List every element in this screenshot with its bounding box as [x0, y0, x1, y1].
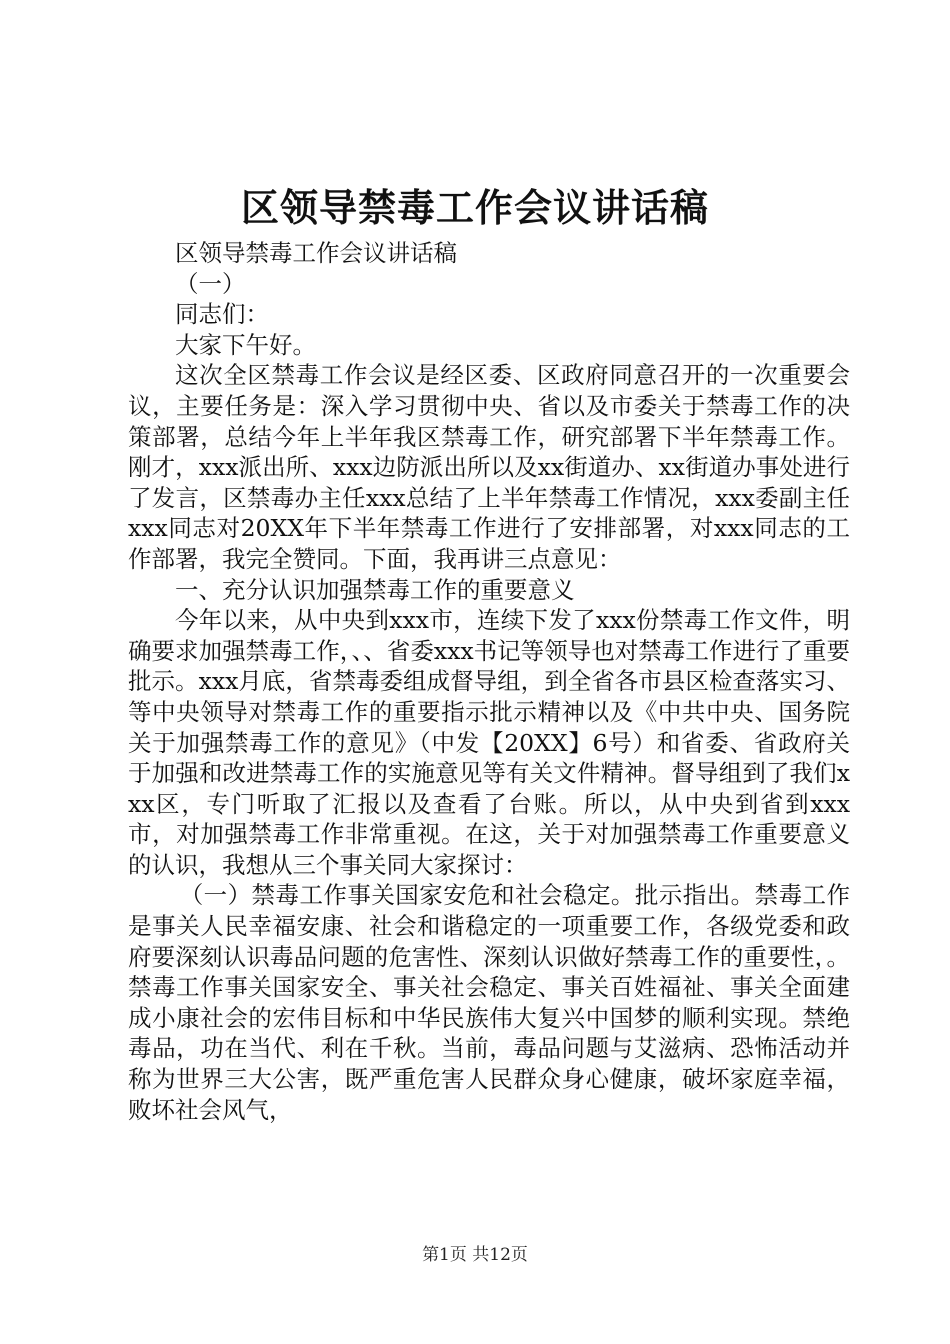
document-title: 区领导禁毒工作会议讲话稿: [240, 185, 709, 230]
body-paragraph: 这次全区禁毒工作会议是经区委、区政府同意召开的一次重要会议，主要任务是：深入学习贯彻中央、省以及市委关于禁毒工作的决策部署，总结今年上半年我区禁毒工作，研究部署下半年禁毒工作。刚才，xxx派出所、xxx边防派出所以及xx街道办、xx街道办事处进行了发言，区禁毒办主任xxx总结了上半年禁毒工作情况，xxx委副主任xxx同志对20XX年下半年禁毒工作进行了安排部署，对xxx同志的工作部署，我完全赞同。下面，我再讲三点意见：: [128, 361, 850, 573]
body-paragraph: （一）禁毒工作事关国家安危和社会稳定。批示指出。禁毒工作是事关人民幸福安康、社会和谐稳定的一项重要工作，各级党委和政府要深刻认识毒品问题的危害性、深刻认识做好禁毒工作的重要性，。禁毒工作事关国家安全、事关社会稳定、事关百姓福祉、事关全面建成小康社会的宏伟目标和中华民族伟大复兴中国梦的顺利实现。禁绝毒品，功在当代、利在千秋。当前，毒品问题与艾滋病、恐怖活动并称为世界三大公害，既严重危害人民群众身心健康，破坏家庭幸福，败坏社会风气，: [128, 881, 850, 1124]
salutation: 同志们：: [175, 300, 269, 329]
document-body: [128, 238, 850, 1125]
greeting: 大家下午好。: [175, 330, 316, 359]
subtitle-paragraph: 区领导禁毒工作会议讲话稿: [175, 239, 457, 267]
body-paragraph: 今年以来，从中央到xxx市，连续下发了xxx份禁毒工作文件，明确要求加强禁毒工作，、、省委xxx书记等领导也对禁毒工作进行了重要批示。xxx月底，省禁毒委组成督导组，到全省各市县区检查落实习、等中央领导对禁毒工作的重要指示批示精神以及《中共中央、国务院关于加强禁毒工作的意见》（中发【20XX】6号）和省委、省政府关于加强和改进禁毒工作的实施意见等有关文件精神。督导组到了我们xxx区，专门听取了汇报以及查看了台账。所以，从中央到省到xxx市，对加强禁毒工作非常重视。在这，关于对加强禁毒工作重要意义的认识，我想从三个事关同大家探讨：: [128, 606, 850, 879]
section-heading: 一、充分认识加强禁毒工作的重要意义: [175, 575, 575, 604]
page-footer: 第1页 共12页: [422, 1245, 528, 1265]
section-marker: （一）: [175, 269, 246, 298]
